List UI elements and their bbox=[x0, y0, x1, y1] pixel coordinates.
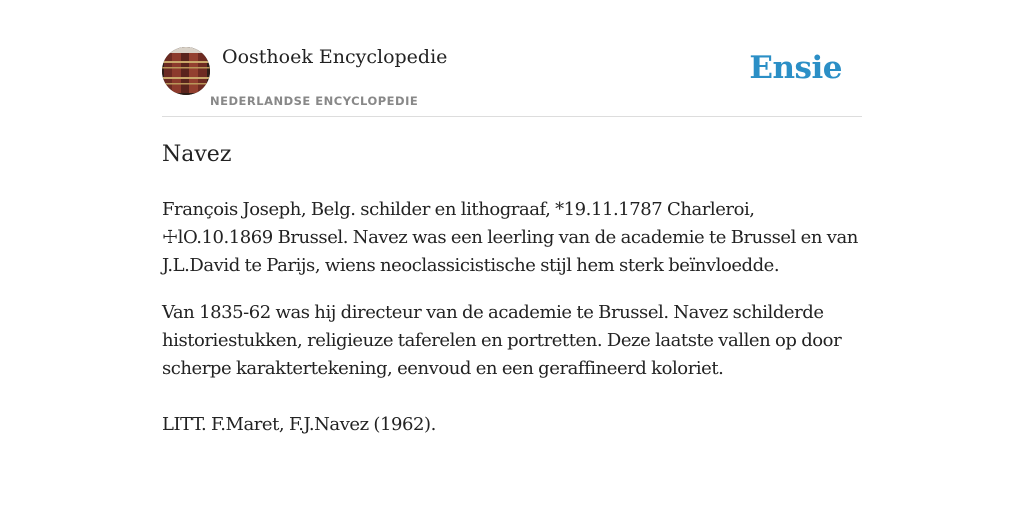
site-subtitle: NEDERLANDSE ENCYCLOPEDIE bbox=[210, 94, 419, 108]
article bbox=[162, 140, 862, 458]
book-spines-icon[interactable] bbox=[162, 47, 210, 95]
article-title: Navez bbox=[162, 142, 232, 167]
site-header bbox=[162, 44, 862, 117]
literature-reference: LITT. F.Maret, F.J.Navez (1962). bbox=[162, 414, 436, 435]
brand-logo-link[interactable]: Ensie bbox=[749, 50, 842, 86]
article-paragraph: Van 1835-62 was hij directeur van de academie te Brussel. Navez schilderde historiestukken, religieuze taferelen en portretten. Deze laatste vallen op door scherpe karaktertekening, eenvoud en een geraffineerd koloriet. bbox=[162, 302, 842, 379]
article-paragraph: François Joseph, Belg. schilder en lithograaf, *19.11.1787 Charleroi, ☩lO.10.1869 Brussel. Navez was een leerling van de academie te Brussel en van J.L.David te Parijs, wiens neoclassicistische stijl hem sterk beïnvloedde. bbox=[162, 199, 858, 276]
site-title[interactable]: Oosthoek Encyclopedie bbox=[222, 46, 448, 68]
